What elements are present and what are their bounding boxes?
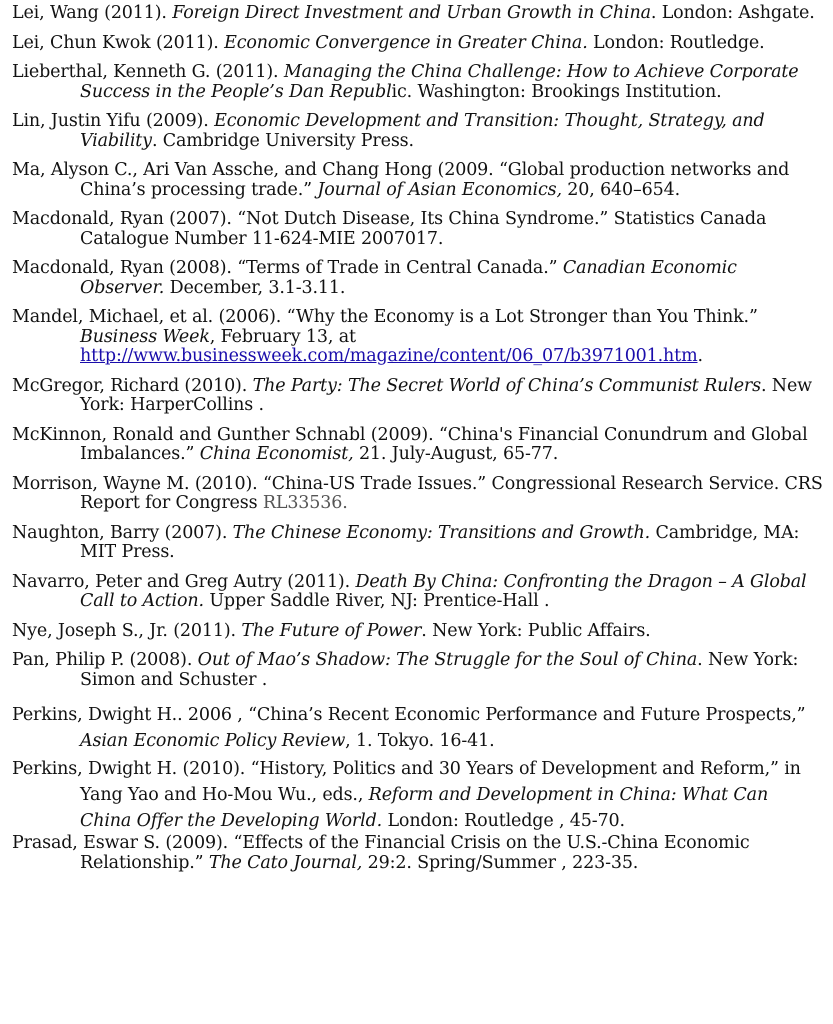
- ref-text: . Cambridge University Press.: [151, 130, 414, 151]
- reference-list: [12, 0, 824, 873]
- ref-text: ic. Washington: Brookings Institution.: [391, 81, 722, 102]
- ref-text: Macdonald, Ryan (2007). “Not Dutch Disease, Its China Syndrome.” Statistics Canada Catalogue Number 11-624-MIE 2007017.: [12, 209, 767, 249]
- ref-title: Canadian Economic Observer.: [80, 258, 737, 298]
- ref-text: 20, 640–654.: [561, 179, 680, 200]
- ref-title: Foreign Direct Investment and Urban Growth in China: [172, 3, 651, 23]
- reference-entry: [12, 34, 824, 54]
- reference-entry: [12, 834, 824, 873]
- ref-title: The Cato Journal,: [208, 852, 363, 873]
- ref-text: . London: Ashgate.: [650, 3, 815, 23]
- reference-entry: [12, 161, 824, 200]
- reference-entry: [12, 573, 824, 612]
- ref-text: , 1. Tokyo. 16-41.: [345, 731, 495, 751]
- ref-text: December, 3.1-3.11.: [164, 277, 346, 298]
- ref-text: Naughton, Barry (2007).: [12, 522, 233, 543]
- ref-title: Reform and Development in China: What Can China Offer the Developing World.: [80, 785, 769, 831]
- ref-title: The Future of Power: [241, 620, 422, 641]
- ref-text: Perkins, Dwight H. (2010). “History, Politics and 30 Years of Development and Reform,” in Yang Yao and Ho-Mou Wu., eds.,: [12, 759, 801, 805]
- ref-text: Pan, Philip P. (2008).: [12, 650, 198, 670]
- ref-text: . New York: Public Affairs.: [421, 620, 651, 641]
- reference-entry: [12, 259, 824, 298]
- reference-entry: [12, 63, 824, 102]
- ref-report-number: RL33536.: [262, 493, 348, 513]
- ref-text: . New York: HarperCollins .: [80, 375, 812, 415]
- reference-entry: [12, 377, 824, 416]
- ref-text: London: Routledge , 45-70.: [382, 811, 625, 831]
- ref-title: Business Week: [80, 326, 210, 347]
- ref-text: Upper Saddle River, NJ: Prentice-Hall .: [203, 591, 550, 611]
- ref-title: Death By China: Confronting the Dragon – A Global Call to Action.: [80, 571, 807, 611]
- ref-text: Lei, Chun Kwok (2011).: [12, 32, 225, 53]
- ref-text: Macdonald, Ryan (2008). “Terms of Trade in Central Canada.”: [12, 258, 563, 278]
- reference-entry: [12, 756, 824, 834]
- ref-text: Ma, Alyson C., Ari Van Assche, and Chang Hong (2009. “Global production networks and China’s processing trade.”: [12, 160, 790, 200]
- ref-text: Lin, Justin Yifu (2009).: [12, 111, 215, 131]
- ref-text: 21. July-August, 65-77.: [353, 444, 559, 464]
- ref-text: 29:2. Spring/Summer , 223-35.: [362, 852, 639, 873]
- ref-text: . New York: Simon and Schuster .: [80, 650, 799, 690]
- ref-text: Nye, Joseph S., Jr. (2011).: [12, 620, 242, 641]
- ref-title: Out of Mao’s Shadow: The Struggle for the Soul of China: [197, 650, 698, 670]
- ref-title: Journal of Asian Economics,: [317, 179, 562, 200]
- reference-entry: [12, 524, 824, 563]
- ref-text: McKinnon, Ronald and Gunther Schnabl (2009). “China's Financial Conundrum and Global Imbalances.”: [12, 424, 808, 464]
- ref-text: , February 13, at: [209, 326, 356, 347]
- reference-entry: [12, 475, 824, 514]
- ref-text: Morrison, Wayne M. (2010). “China-US Trade Issues.” Congressional Research Service. CRS Report for Congress: [12, 473, 823, 513]
- reference-entry: [12, 651, 824, 690]
- ref-text: McGregor, Richard (2010).: [12, 375, 253, 396]
- reference-entry: [12, 4, 824, 24]
- reference-entry: [12, 308, 824, 367]
- ref-text: Perkins, Dwight H.. 2006 , “China’s Recent Economic Performance and Future Prospects,”: [12, 705, 806, 725]
- ref-text: Prasad, Eswar S. (2009). “Effects of the Financial Crisis on the U.S.-China Economic Relationship.”: [12, 833, 750, 873]
- ref-text: Lei, Wang (2011).: [12, 3, 173, 23]
- ref-title: China Economist,: [199, 444, 354, 464]
- ref-text: Cambridge, MA: MIT Press.: [80, 522, 800, 562]
- ref-title: The Chinese Economy: Transitions and Growth.: [232, 522, 651, 543]
- reference-entry: [12, 210, 824, 249]
- ref-text: Navarro, Peter and Greg Autry (2011).: [12, 571, 356, 592]
- ref-title: Economic Development and Transition: Thought, Strategy, and Viability: [80, 111, 765, 151]
- ref-title: Managing the China Challenge: How to Achieve Corporate Success in the People’s Dan Republ: [80, 62, 799, 102]
- reference-entry: [12, 426, 824, 465]
- reference-link[interactable]: http://www.businessweek.com/magazine/content/06_07/b3971001.htm: [80, 346, 698, 366]
- ref-text: Mandel, Michael, et al. (2006). “Why the Economy is a Lot Stronger than You Think.”: [12, 307, 758, 327]
- ref-text: Lieberthal, Kenneth G. (2011).: [12, 62, 284, 82]
- reference-entry: [12, 622, 824, 642]
- reference-entry: [12, 112, 824, 151]
- ref-text: London: Routledge.: [587, 32, 765, 53]
- ref-title: Economic Convergence in Greater China.: [224, 32, 588, 53]
- reference-entry: [12, 702, 824, 754]
- ref-title: The Party: The Secret World of China’s Communist Rulers: [252, 375, 761, 396]
- ref-title: Asian Economic Policy Review: [80, 731, 346, 751]
- ref-text: .: [697, 346, 703, 366]
